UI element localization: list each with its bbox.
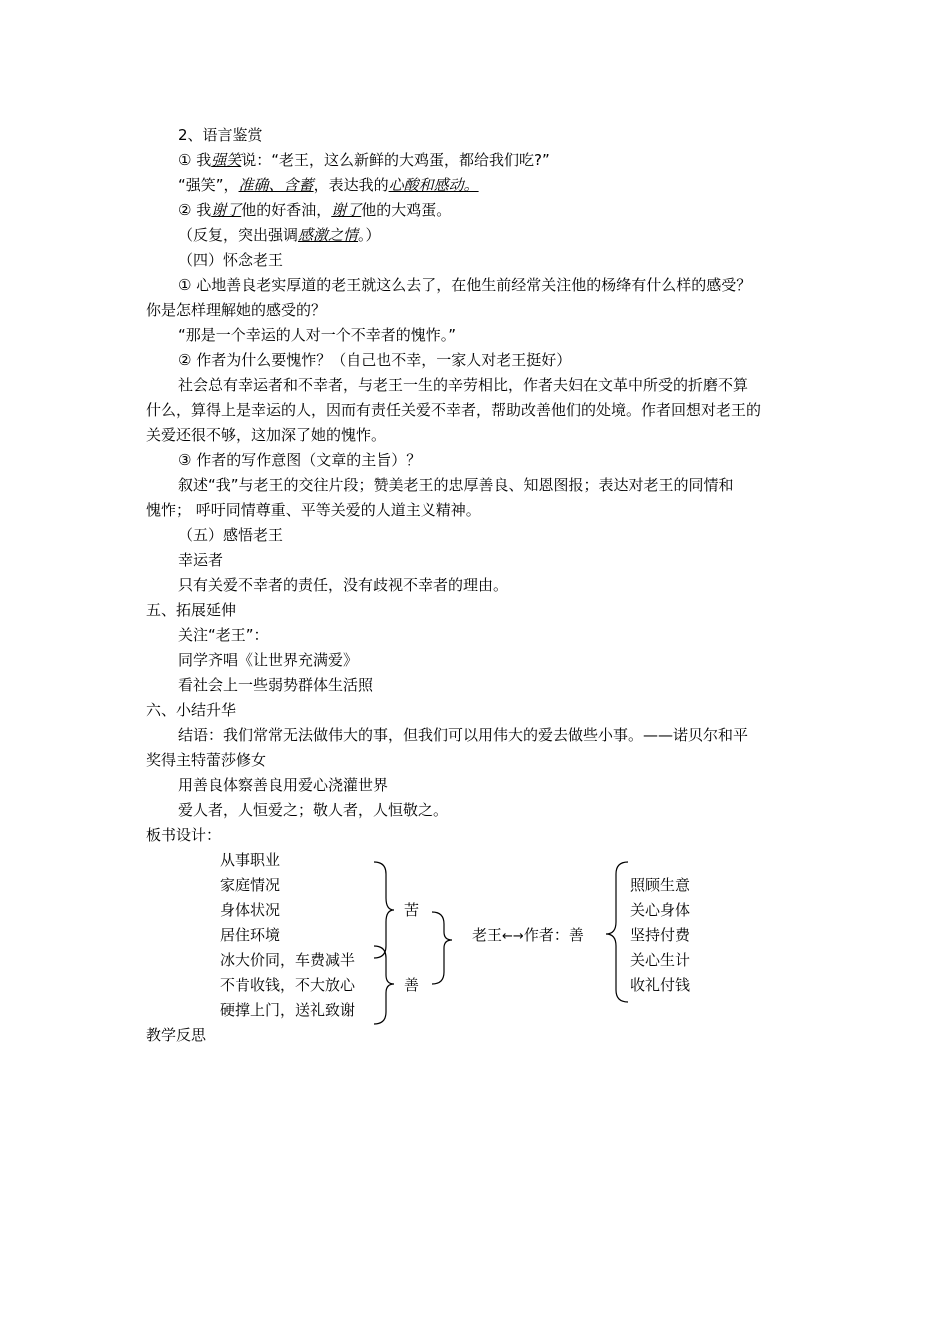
text: “强笑”， <box>178 176 239 194</box>
paragraph-line: 看社会上一些弱势群体生活照 <box>178 676 374 694</box>
board-left-item: 从事职业 <box>220 851 281 869</box>
board-right-item: 关心身体 <box>630 901 691 919</box>
emphasis: 心酸和感动。 <box>388 176 479 194</box>
board-label-shan: 善 <box>404 976 420 994</box>
emphasis: 谢了 <box>331 201 362 219</box>
paragraph-line: 用善良体察善良用爱心浇灌世界 <box>178 776 389 794</box>
emphasis: 准确、含蓄 <box>238 176 314 194</box>
quote-line: “那是一个幸运的人对一个不幸者的愧怍。” <box>178 326 457 344</box>
text: ② 我 <box>178 201 212 219</box>
board-left-item: 居住环境 <box>220 926 281 944</box>
text: ① 我 <box>178 151 212 169</box>
paragraph-line: 关爱还很不够，这加深了她的愧怍。 <box>146 426 387 444</box>
section-heading: 教学反思 <box>146 1026 207 1044</box>
board-right-item: 关心生计 <box>630 951 691 969</box>
emphasis: 谢了 <box>211 201 242 219</box>
section-heading: 六、小结升华 <box>146 701 237 719</box>
paragraph-line: ③ 作者的写作意图（文章的主旨）？ <box>178 451 422 469</box>
board-left-item: 不肯收钱，不大放心 <box>220 976 356 994</box>
paragraph-line: 结语：我们常常无法做伟大的事，但我们可以用伟大的爱去做些小事。——诺贝尔和平 <box>178 726 749 744</box>
text: 他的好香油， <box>241 201 332 219</box>
paragraph-line: 同学齐唱《让世界充满爱》 <box>178 651 359 669</box>
paragraph-line: 只有关爱不幸者的责任，没有歧视不幸者的理由。 <box>178 576 509 594</box>
brace-ku <box>374 862 394 958</box>
section-heading: （五）感悟老王 <box>178 526 284 544</box>
text: 。） <box>358 226 381 244</box>
section-heading: （四）怀念老王 <box>178 251 284 269</box>
board-right-item: 收礼付钱 <box>630 976 691 994</box>
paragraph-line: ① 心地善良老实厚道的老王就这么去了，在他生前经常关注他的杨绛有什么样的感受？ <box>178 276 752 294</box>
brace-right-group <box>606 862 628 1002</box>
board-left-item: 硬撑上门，送礼致谢 <box>220 1001 356 1019</box>
board-left-item: 家庭情况 <box>220 876 281 894</box>
board-center-left: 老王 <box>472 926 503 944</box>
double-arrow-icon: ←→ <box>502 929 524 944</box>
paragraph-line: 你是怎样理解她的感受的？ <box>146 301 327 319</box>
paragraph-line: 奖得主特蕾莎修女 <box>146 751 267 769</box>
text: 他的大鸡蛋。 <box>361 201 452 219</box>
paragraph-line: 爱人者，人恒爱之；敬人者，人恒敬之。 <box>178 801 449 819</box>
board-center-right: 作者：善 <box>523 926 584 944</box>
paragraph-line: 幸运者 <box>178 551 224 569</box>
emphasis: 强笑 <box>211 151 242 169</box>
paragraph-line: 愧怍； 呼吁同情尊重、平等关爱的人道主义精神。 <box>146 501 481 519</box>
board-right-item: 照顾生意 <box>630 876 691 894</box>
brace-middle <box>432 912 452 984</box>
text: ，表达我的 <box>313 176 389 194</box>
paragraph-line: ② 作者为什么要愧怍？（自己也不幸，一家人对老王挺好） <box>178 351 572 369</box>
emphasis: 感激之情 <box>298 226 359 244</box>
section-heading: 五、拓展延伸 <box>146 601 237 619</box>
board-left-item: 冰大价同，车费减半 <box>220 951 356 969</box>
paragraph-line: 叙述“我”与老王的交往片段；赞美老王的忠厚善良、知恩图报；表达对老王的同情和 <box>178 476 734 494</box>
board-right-item: 坚持付费 <box>630 926 691 944</box>
text: （反复，突出强调 <box>178 226 299 244</box>
board-left-item: 身体状况 <box>220 901 281 919</box>
paragraph-line: 关注“老王”： <box>178 626 269 644</box>
paragraph-line: 什么，算得上是幸运的人，因而有责任关爱不幸者，帮助改善他们的处境。作者回想对老王的 <box>146 401 762 419</box>
board-label-ku: 苦 <box>404 901 420 919</box>
heading-language-appreciation: 2、语言鉴赏 <box>178 126 263 144</box>
text: 说：“老王，这么新鲜的大鸡蛋，都给我们吃?” <box>241 151 550 169</box>
section-heading: 板书设计： <box>146 826 222 844</box>
paragraph-line: 社会总有幸运者和不幸者，与老王一生的辛劳相比，作者夫妇在文革中所受的折磨不算 <box>178 376 749 394</box>
